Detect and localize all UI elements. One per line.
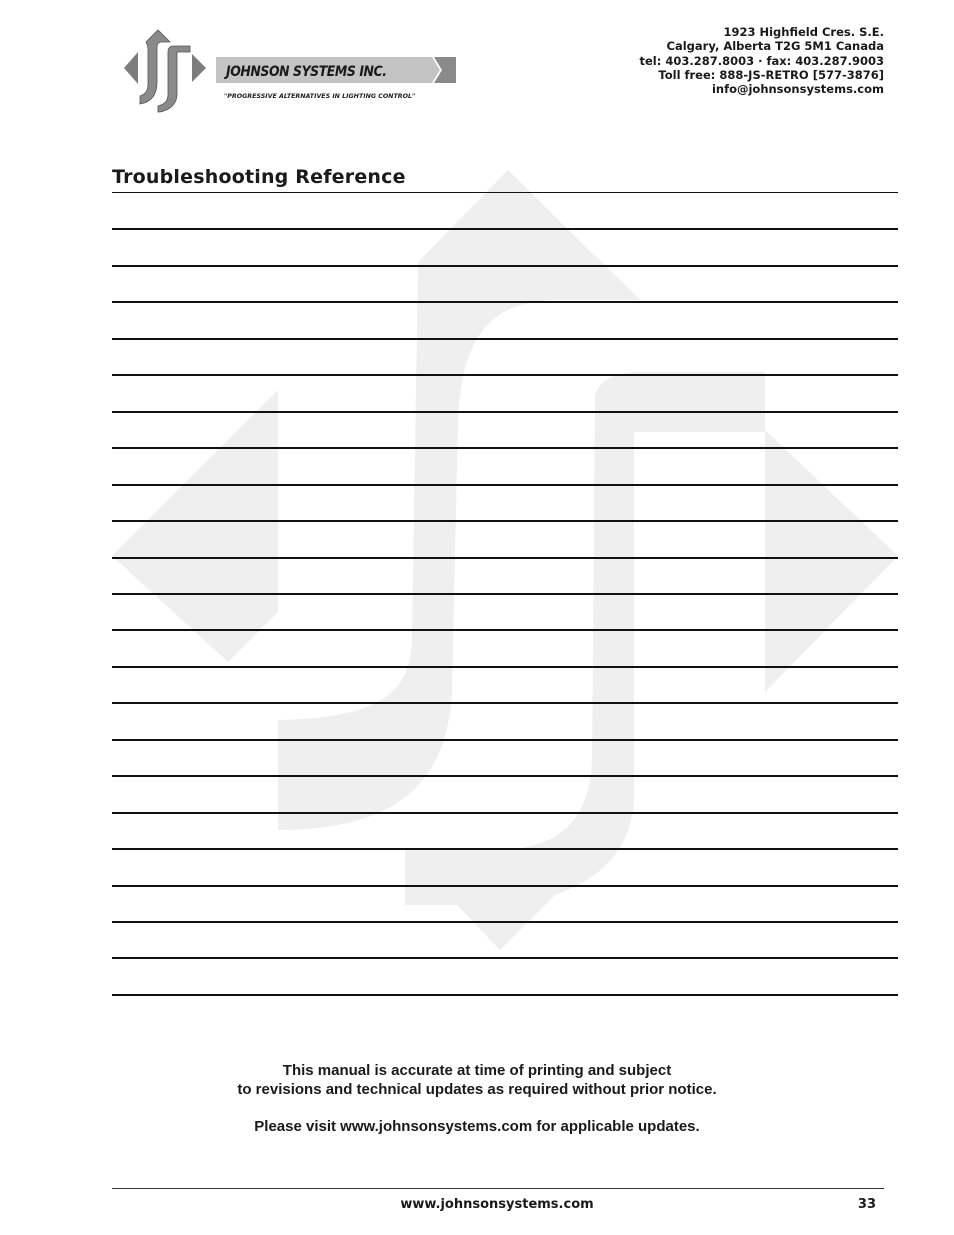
ruled-line	[112, 374, 898, 376]
ruled-line	[112, 666, 898, 668]
ruled-line	[112, 557, 898, 559]
ruled-line	[112, 447, 898, 449]
footer-divider	[112, 1188, 884, 1189]
address-phone-fax: tel: 403.287.8003 · fax: 403.287.9003	[639, 53, 884, 68]
ruled-line	[112, 338, 898, 340]
ruled-line	[112, 957, 898, 959]
ruled-line	[112, 629, 898, 631]
ruled-line	[112, 848, 898, 850]
ruled-line	[112, 994, 898, 996]
company-tagline: "PROGRESSIVE ALTERNATIVES IN LIGHTING CONTROL"	[224, 93, 416, 100]
notice-visit: Please visit www.johnsonsystems.com for applicable updates.	[254, 1118, 700, 1135]
ruled-line	[112, 739, 898, 741]
notice-line-2: to revisions and technical updates as required without prior notice.	[237, 1081, 717, 1098]
ruled-line	[112, 702, 898, 704]
ruled-line	[112, 520, 898, 522]
address-street: 1923 Highfield Cres. S.E.	[723, 25, 884, 39]
ruled-line	[112, 921, 898, 923]
address-city: Calgary, Alberta T2G 5M1 Canada	[666, 39, 884, 54]
company-name: JOHNSON SYSTEMS INC.	[226, 64, 387, 80]
ruled-line	[112, 411, 898, 413]
footer-url: www.johnsonsystems.com	[400, 1197, 594, 1212]
company-address	[639, 25, 884, 96]
revision-notice	[0, 1061, 954, 1136]
ruled-line	[112, 775, 898, 777]
address-toll-free: Toll free: 888-JS-RETRO [577-3876]	[658, 67, 884, 82]
address-email: info@johnsonsystems.com	[711, 82, 884, 97]
ruled-line	[112, 265, 898, 267]
page-title: Troubleshooting Reference	[112, 166, 406, 188]
ruled-line	[112, 192, 898, 193]
ruled-line	[112, 301, 898, 303]
notice-line-1: This manual is accurate at time of printing and subject	[282, 1062, 672, 1079]
ruled-line	[112, 593, 898, 595]
ruled-line	[112, 885, 898, 887]
ruled-line	[112, 812, 898, 814]
page-number: 33	[857, 1197, 876, 1212]
ruled-line	[112, 228, 898, 230]
ruled-line	[112, 484, 898, 486]
company-logo	[122, 24, 462, 116]
